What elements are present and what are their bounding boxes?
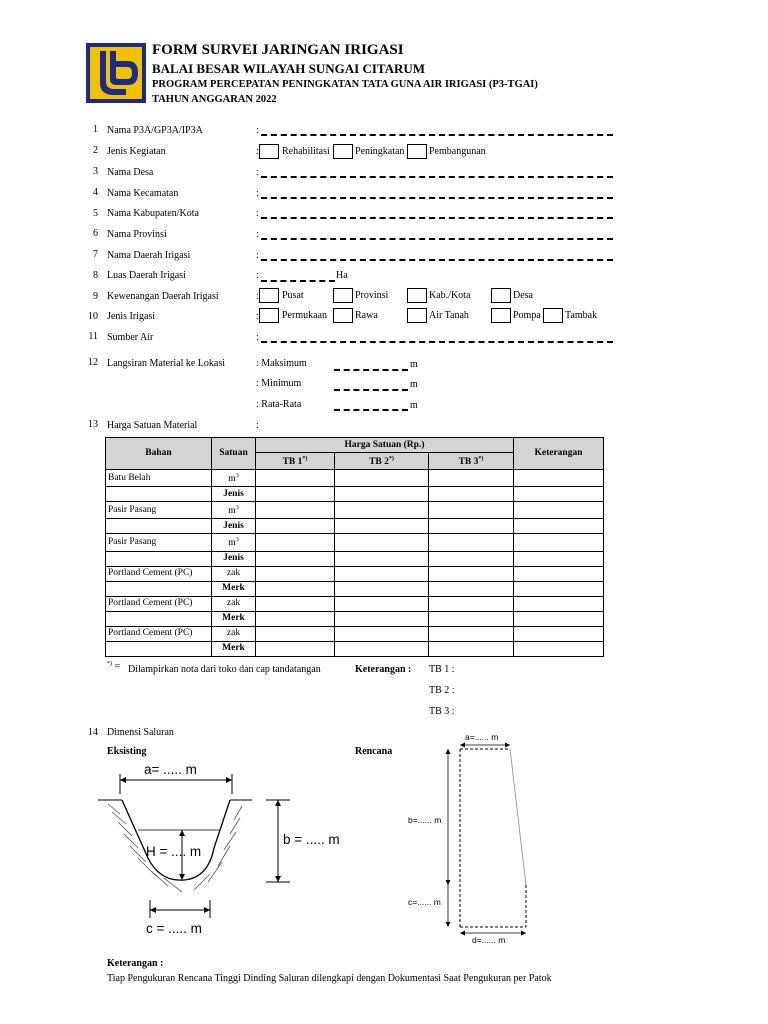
- cell-tb2[interactable]: [335, 502, 429, 519]
- checkbox-peningkatan[interactable]: [333, 144, 353, 159]
- cell-satuan: Jenis: [212, 487, 256, 502]
- label-b-eksisting: b = ..... m: [283, 832, 340, 847]
- field-label-1: Nama P3A/GP3A/IP3A: [107, 125, 203, 136]
- table-row: [106, 641, 604, 656]
- checkbox-rawa[interactable]: [333, 308, 353, 323]
- cell-tb2[interactable]: [335, 470, 429, 487]
- cell-ket[interactable]: [514, 641, 604, 656]
- cell-satuan: Jenis: [212, 551, 256, 566]
- field-no-12: 12: [88, 357, 98, 368]
- cell-satuan: $m^3$: [212, 534, 256, 551]
- checkbox-kabkota[interactable]: [407, 288, 427, 303]
- field-label-12: Langsiran Material ke Lokasi: [107, 358, 226, 369]
- cell-tb1[interactable]: [256, 534, 335, 551]
- cell-tb3[interactable]: [429, 502, 514, 519]
- colon: :: [256, 208, 259, 219]
- cell-tb2[interactable]: [335, 519, 429, 534]
- checkbox-desa[interactable]: [491, 288, 511, 303]
- p3a-name-field[interactable]: [261, 134, 613, 136]
- cell-tb1[interactable]: [256, 470, 335, 487]
- option-desa: Desa: [513, 290, 533, 301]
- cell-bahan: Portland Cement (PC): [106, 626, 212, 641]
- cell-tb2[interactable]: [335, 581, 429, 596]
- colon: :: [256, 229, 259, 240]
- field-label-3: Nama Desa: [107, 167, 154, 178]
- option-permukaan: Permukaan: [282, 310, 327, 321]
- cell-bahan: [106, 611, 212, 626]
- field-label-7: Nama Daerah Irigasi: [107, 250, 191, 261]
- field-label-2: Jenis Kegiatan: [107, 146, 166, 157]
- cell-satuan: Merk: [212, 641, 256, 656]
- option-kabkota: Kab./Kota: [429, 290, 471, 301]
- table-row: [106, 566, 604, 581]
- cell-tb1[interactable]: [256, 641, 335, 656]
- field-no-2: 2: [93, 145, 98, 156]
- cell-satuan: Merk: [212, 611, 256, 626]
- rencana-label: Rencana: [355, 746, 393, 757]
- form-title: FORM SURVEI JARINGAN IRIGASI: [152, 42, 404, 58]
- colon: :: [256, 250, 259, 261]
- colon: :: [256, 188, 259, 199]
- label-d-rencana: d=...... m: [472, 935, 506, 945]
- langsiran-max-unit: m: [410, 359, 418, 370]
- cell-bahan: [106, 551, 212, 566]
- checkbox-air-tanah[interactable]: [407, 308, 427, 323]
- cell-bahan: Batu Belah: [106, 470, 212, 487]
- checkbox-provinsi[interactable]: [333, 288, 353, 303]
- cell-tb2[interactable]: [335, 626, 429, 641]
- cell-tb2[interactable]: [335, 551, 429, 566]
- footnote-keterangan-label: Keterangan :: [355, 664, 412, 675]
- cell-tb2[interactable]: [335, 534, 429, 551]
- fiscal-year: TAHUN ANGGARAN 2022: [152, 94, 277, 105]
- table-row: [106, 626, 604, 641]
- field-no-9: 9: [93, 291, 98, 302]
- colon: :: [256, 270, 259, 281]
- colon: :: [256, 332, 259, 343]
- colon: :: [256, 420, 259, 431]
- cell-tb1[interactable]: [256, 502, 335, 519]
- field-no-14: 14: [88, 727, 98, 738]
- cell-tb3[interactable]: [429, 470, 514, 487]
- label-c-eksisting: c = ..... m: [146, 921, 202, 936]
- footnote-tb3: TB 3 :: [429, 706, 455, 717]
- cell-satuan: Merk: [212, 581, 256, 596]
- cell-tb3[interactable]: [429, 626, 514, 641]
- pupr-logo: [86, 43, 146, 103]
- cell-ket[interactable]: [514, 566, 604, 581]
- cell-satuan: zak: [212, 596, 256, 611]
- field-label-11: Sumber Air: [107, 332, 154, 343]
- cell-tb1[interactable]: [256, 596, 335, 611]
- cell-ket[interactable]: [514, 470, 604, 487]
- field-label-10: Jenis Irigasi: [107, 311, 156, 322]
- program-name: PROGRAM PERCEPATAN PENINGKATAN TATA GUNA AIR IRIGASI (P3-TGAI): [152, 79, 538, 90]
- label-c-rencana: c=...... m: [408, 897, 441, 907]
- option-provinsi: Provinsi: [355, 290, 389, 301]
- label-a-rencana: a=...... m: [465, 732, 499, 742]
- footnote-mark: *) =: [107, 661, 121, 673]
- table-row: [106, 551, 604, 566]
- field-no-6: 6: [93, 228, 98, 239]
- colon: :: [256, 146, 259, 157]
- checkbox-pompa[interactable]: [491, 308, 511, 323]
- table-row: [106, 470, 604, 487]
- field-no-4: 4: [93, 187, 98, 198]
- cell-tb1[interactable]: [256, 487, 335, 502]
- cell-tb2[interactable]: [335, 487, 429, 502]
- field-no-13: 13: [88, 419, 98, 430]
- langsiran-avg-label: : Rata-Rata: [256, 399, 302, 410]
- cell-tb1[interactable]: [256, 611, 335, 626]
- footnote-text: Dilampirkan nota dari toko dan cap tandatangan: [128, 664, 321, 675]
- table-row: [106, 611, 604, 626]
- label-H-eksisting: H = .... m: [146, 844, 202, 859]
- header-bahan: Bahan: [106, 438, 212, 470]
- footnote-tb2: TB 2 :: [429, 685, 455, 696]
- rencana-cross-section: [430, 735, 540, 950]
- daerah-irigasi-field[interactable]: [261, 259, 613, 261]
- cell-bahan: Pasir Pasang: [106, 502, 212, 519]
- provinsi-field[interactable]: [261, 238, 613, 240]
- langsiran-max-label: : Maksimum: [256, 358, 307, 369]
- cell-bahan: Pasir Pasang: [106, 534, 212, 551]
- cell-ket[interactable]: [514, 487, 604, 502]
- colon: :: [256, 167, 259, 178]
- cell-tb1[interactable]: [256, 551, 335, 566]
- cell-tb3[interactable]: [429, 534, 514, 551]
- langsiran-avg-field[interactable]: [334, 409, 408, 411]
- langsiran-min-field[interactable]: [334, 389, 408, 391]
- option-air-tanah: Air Tanah: [429, 310, 469, 321]
- cell-satuan: $m^3$: [212, 470, 256, 487]
- header-tb1: TB 1*): [256, 453, 335, 470]
- material-price-table: [105, 437, 604, 657]
- cell-tb3[interactable]: [429, 566, 514, 581]
- option-rehabilitasi: Rehabilitasi: [282, 146, 330, 157]
- cell-tb1[interactable]: [256, 581, 335, 596]
- option-tambak: Tambak: [565, 310, 598, 321]
- cell-bahan: [106, 581, 212, 596]
- header-tb2: TB 2*): [335, 453, 429, 470]
- cell-tb1[interactable]: [256, 519, 335, 534]
- cell-tb1[interactable]: [256, 566, 335, 581]
- checkbox-permukaan[interactable]: [259, 308, 279, 323]
- option-rawa: Rawa: [355, 310, 378, 321]
- header-tb3: TB 3*): [429, 453, 514, 470]
- cell-tb2[interactable]: [335, 611, 429, 626]
- cell-tb3[interactable]: [429, 641, 514, 656]
- cell-tb2[interactable]: [335, 596, 429, 611]
- field-label-9: Kewenangan Daerah Irigasi: [107, 291, 219, 302]
- table-row: [106, 519, 604, 534]
- cell-tb3[interactable]: [429, 487, 514, 502]
- field-label-8: Luas Daerah Irigasi: [107, 270, 186, 281]
- checkbox-rehabilitasi[interactable]: [259, 144, 279, 159]
- langsiran-max-field[interactable]: [334, 369, 408, 371]
- field-no-7: 7: [93, 249, 98, 260]
- note-title: Keterangan :: [107, 958, 164, 969]
- cell-ket[interactable]: [514, 502, 604, 519]
- cell-bahan: [106, 641, 212, 656]
- cell-ket[interactable]: [514, 551, 604, 566]
- cell-ket[interactable]: [514, 519, 604, 534]
- field-label-5: Nama Kabupaten/Kota: [107, 208, 199, 219]
- cell-satuan: Jenis: [212, 519, 256, 534]
- label-a-eksisting: a= ..... m: [144, 762, 197, 777]
- eksisting-label: Eksisting: [107, 746, 147, 757]
- header-keterangan: Keterangan: [514, 438, 604, 470]
- org-name: BALAI BESAR WILAYAH SUNGAI CITARUM: [152, 61, 426, 76]
- field-no-8: 8: [93, 270, 98, 281]
- table-row: [106, 502, 604, 519]
- langsiran-avg-unit: m: [410, 400, 418, 411]
- cell-tb2[interactable]: [335, 566, 429, 581]
- field-no-11: 11: [88, 331, 98, 342]
- field-label-14: Dimensi Saluran: [107, 727, 174, 738]
- field-no-3: 3: [93, 166, 98, 177]
- field-label-13: Harga Satuan Material: [107, 420, 198, 431]
- cell-ket[interactable]: [514, 611, 604, 626]
- header-satuan: Satuan: [212, 438, 256, 470]
- cell-satuan: $m^3$: [212, 502, 256, 519]
- luas-field[interactable]: [261, 280, 335, 282]
- langsiran-min-label: : Minimum: [256, 378, 302, 389]
- cell-bahan: Portland Cement (PC): [106, 596, 212, 611]
- footnote-tb1: TB 1 :: [429, 664, 455, 675]
- note-text: Tiap Pengukuran Rencana Tinggi Dinding Saluran dilengkapi dengan Dokumentasi Saat Pengukuran per Patok: [107, 973, 552, 984]
- kabupaten-field[interactable]: [261, 217, 613, 219]
- header-harga: Harga Satuan (Rp.): [256, 438, 514, 453]
- kecamatan-field[interactable]: [261, 197, 613, 199]
- cell-tb3[interactable]: [429, 611, 514, 626]
- cell-tb3[interactable]: [429, 581, 514, 596]
- option-pusat: Pusat: [282, 290, 304, 301]
- cell-ket[interactable]: [514, 581, 604, 596]
- table-row: [106, 596, 604, 611]
- option-pembangunan: Pembangunan: [429, 146, 486, 157]
- cell-ket[interactable]: [514, 534, 604, 551]
- option-pompa: Pompa: [513, 310, 541, 321]
- langsiran-min-unit: m: [410, 379, 418, 390]
- cell-ket[interactable]: [514, 626, 604, 641]
- sumber-air-field[interactable]: [261, 341, 613, 343]
- field-no-5: 5: [93, 208, 98, 219]
- table-row: [106, 534, 604, 551]
- cell-tb3[interactable]: [429, 596, 514, 611]
- colon: :: [256, 311, 259, 322]
- cell-tb3[interactable]: [429, 551, 514, 566]
- cell-tb3[interactable]: [429, 519, 514, 534]
- field-no-1: 1: [93, 124, 98, 135]
- table-row: [106, 581, 604, 596]
- checkbox-tambak[interactable]: [543, 308, 563, 323]
- field-label-6: Nama Provinsi: [107, 229, 167, 240]
- desa-field[interactable]: [261, 176, 613, 178]
- option-peningkatan: Peningkatan: [355, 146, 405, 157]
- field-label-4: Nama Kecamatan: [107, 188, 179, 199]
- cell-bahan: Portland Cement (PC): [106, 566, 212, 581]
- cell-tb2[interactable]: [335, 641, 429, 656]
- checkbox-pembangunan[interactable]: [407, 144, 427, 159]
- field-no-10: 10: [88, 311, 98, 322]
- colon: :: [256, 291, 259, 302]
- table-row: [106, 487, 604, 502]
- cell-bahan: [106, 487, 212, 502]
- cell-bahan: [106, 519, 212, 534]
- label-b-rencana: b=...... m: [408, 815, 442, 825]
- luas-unit: Ha: [336, 270, 348, 281]
- cell-satuan: zak: [212, 626, 256, 641]
- cell-satuan: zak: [212, 566, 256, 581]
- cell-ket[interactable]: [514, 596, 604, 611]
- eksisting-cross-section: [90, 758, 360, 938]
- cell-tb1[interactable]: [256, 626, 335, 641]
- colon: :: [256, 125, 259, 136]
- checkbox-pusat[interactable]: [259, 288, 279, 303]
